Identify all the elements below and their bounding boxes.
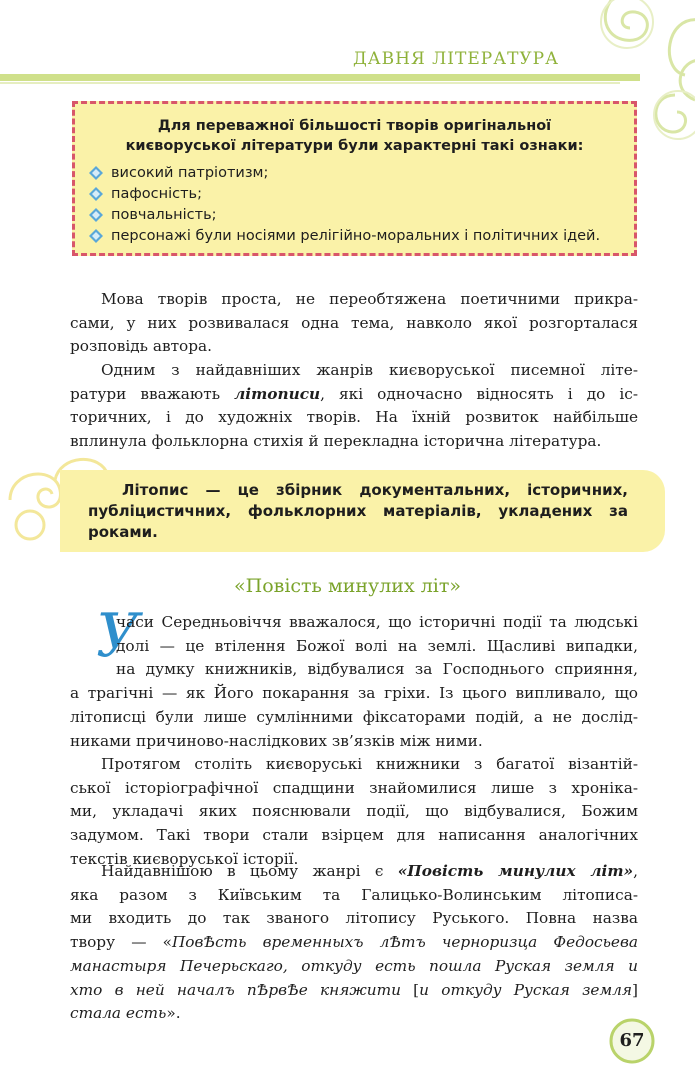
diamond-bullet-icon — [89, 166, 103, 180]
list-item: високий патріотизм; — [89, 163, 600, 184]
list-item: пафосність; — [89, 184, 600, 205]
title-povist: «Повість минулих літ» — [397, 862, 634, 880]
term-litopysy: літописи — [234, 384, 321, 403]
header-rule — [0, 74, 640, 81]
paragraph-povist: Найдавнішою в цьому жанрі є «Повість минулих літ», яка разом з Київським та Галицько-Волинським літописа- ми входить до так званого літопису Руського. Повна назва твору — «ПовѢсть временныхъ лѢтъ черноризца Федосьева манастыря Печерьскаго, откуду есть пошла Руская земля и хто в ней началъ пѢрвѢе княжити [и откуду Руская земля] стала есть». — [70, 862, 638, 1023]
definition-box — [60, 470, 665, 552]
paragraph-language: Мова творів проста, не переобтяжена поетичними прикра- сами, у них розвивалася одна тема, навколо якої розгорталася розповідь автора. — [70, 290, 638, 356]
page-number-badge — [609, 1018, 655, 1064]
features-note-box — [72, 101, 637, 256]
list-item: персонажі були носіями релігійно-моральних і політичних ідей. — [89, 226, 600, 247]
diamond-bullet-icon — [89, 208, 103, 222]
list-item: повчальність; — [89, 205, 600, 226]
paragraph-middle-ages: часи Середньовіччя вважалося, що історичні події та людські долі — це втілення Божої волі на землі. Щасливі випадки, на думку книжників, відбувалися за Господнього сприяння, а трагічні — як Його покарання за гріхи. Із цього випливало, що літописці були лише сумлінними фіксаторами подій, а не дослід- никами причиново-наслідкових зв’язків між ними. — [70, 613, 638, 750]
drop-cap: У — [96, 601, 140, 671]
subheading: «Повість минулих літ» — [234, 575, 461, 597]
paragraph-byzantine: Протягом століть києворуські книжники з багатої візантій- ської історіографічної спадщини знайомилися лише з хроніка- ми, укладачі яких пояснювали події, що відбувалися, Божим задумом. Такі твори стали взірцем для написання аналогічних текстів києворуської історії. — [70, 755, 638, 868]
page-number: 67 — [619, 1030, 645, 1051]
header-rule-thin — [0, 82, 620, 84]
diamond-bullet-icon — [89, 187, 103, 201]
section-title: ДАВНЯ ЛІТЕРАТУРА — [352, 49, 559, 69]
definition-text: Літопис — це збірник документальних, історичних, публіцистичних, фольклорних матеріалів, укладених за роками. — [88, 481, 628, 541]
features-list — [89, 163, 600, 247]
diamond-bullet-icon — [89, 229, 103, 243]
paragraph-chronicles: Одним з найдавніших жанрів києворуської писемної літе- ратури вважають літописи, які одночасно відносять і до іс- торичних, і до художніх творів. На їхній розвиток найбільше вплинула фольклорна стихія й перекладна історична література. — [70, 361, 638, 451]
note-heading: Для переважної більшості творів оригінальної києворуської літератури були характерні такі ознаки: — [125, 118, 584, 154]
